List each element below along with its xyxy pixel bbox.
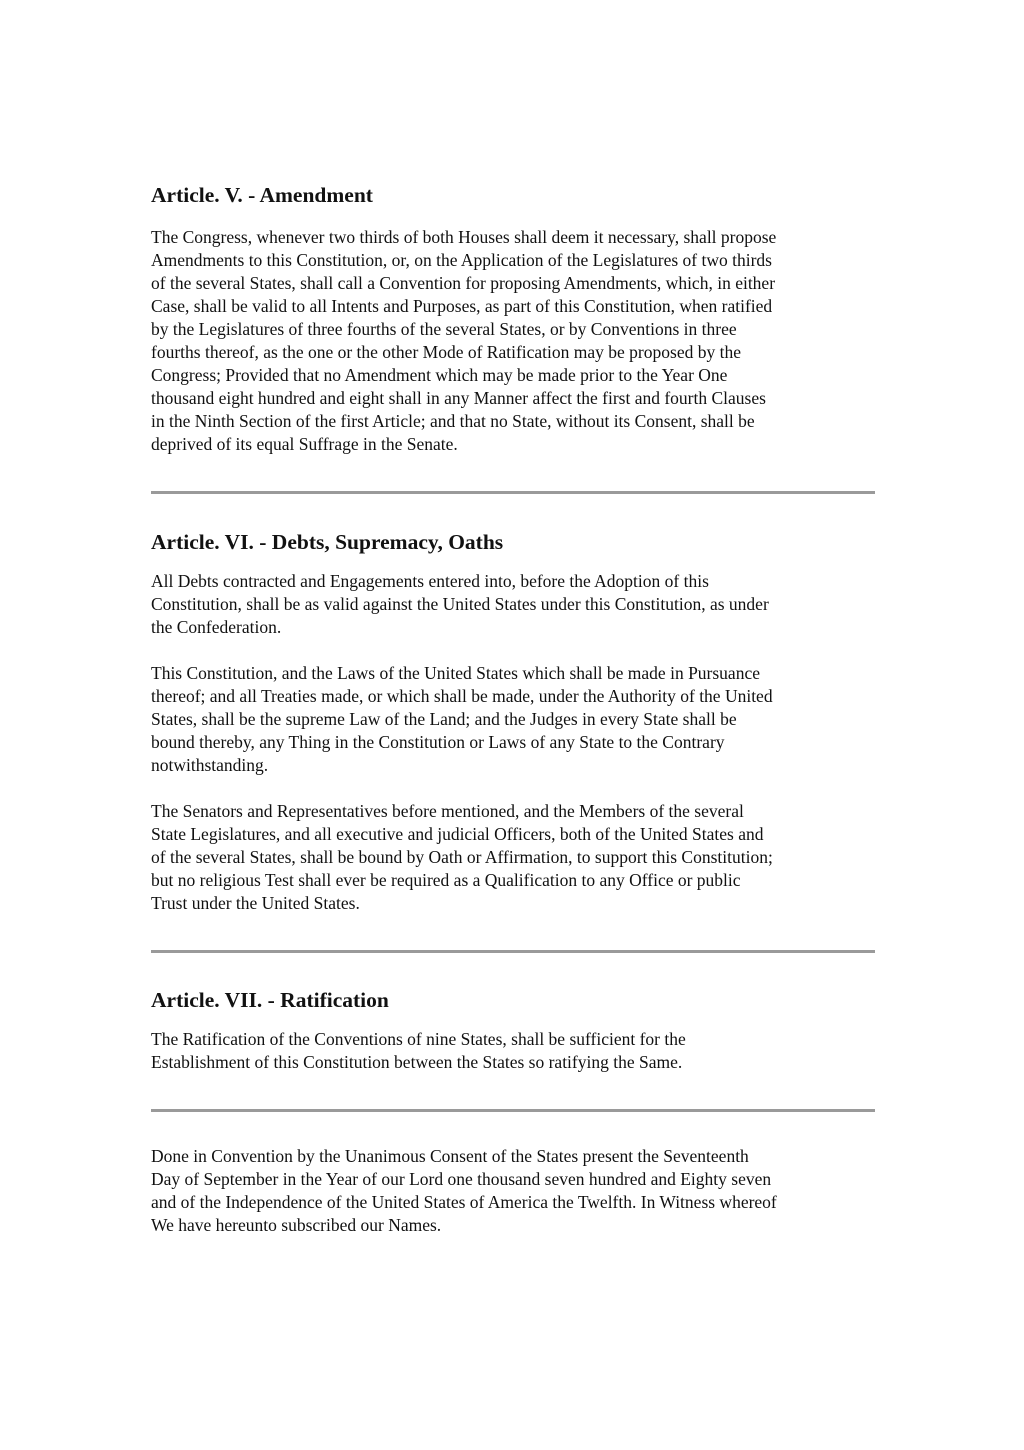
- article-7-paragraph: The Ratification of the Conventions of nine States, shall be sufficient for the Establishment of this Constitution between the States so ratifying the Same.: [151, 1029, 686, 1072]
- article-6-heading: Article. VI. - Debts, Supremacy, Oaths: [151, 530, 504, 554]
- article-6-paragraph-3: The Senators and Representatives before mentioned, and the Members of the several State Legislatures, and all executive and judicial Officers, both of the United States and of the several States, shall be bound by Oath or Affirmation, to support this Constitution; but no religious Test shall ever be required as a Qualification to any Office or public Trust under the United States.: [151, 801, 773, 913]
- article-6-paragraph-1: All Debts contracted and Engagements entered into, before the Adoption of this Constitution, shall be as valid against the United States under this Constitution, as under the Confederation.: [151, 571, 769, 637]
- article-5-paragraph: The Congress, whenever two thirds of both Houses shall deem it necessary, shall propose Amendments to this Constitution, or, on the Application of the Legislatures of two thirds of the several States, shall call a Convention for proposing Amendments, which, in either Case, shall be valid to all Intents and Purposes, as part of this Constitution, when ratified by the Legislatures of three fourths of the several States, or by Conventions in three fourths thereof, as the one or the other Mode of Ratification may be proposed by the Congress; Provided that no Amendment which may be made prior to the Year One thousand eight hundred and eight shall in any Manner affect the first and fourth Clauses in the Ninth Section of the first Article; and that no State, without its Consent, shall be deprived of its equal Suffrage in the Senate.: [151, 227, 777, 454]
- closing-paragraph: Done in Convention by the Unanimous Consent of the States present the Seventeenth Day of September in the Year of our Lord one thousand seven hundred and Eighty seven and of the Independence of the United States of America the Twelfth. In Witness whereof We have hereunto subscribed our Names.: [151, 1146, 777, 1235]
- article-6-paragraph-2: This Constitution, and the Laws of the United States which shall be made in Pursuance thereof; and all Treaties made, or which shall be made, under the Authority of the United States, shall be the supreme Law of the Land; and the Judges in every State shall be bound thereby, any Thing in the Constitution or Laws of any State to the Contrary notwithstanding.: [151, 663, 773, 775]
- article-7-heading: Article. VII. - Ratification: [151, 988, 389, 1012]
- document-page: [151, 180, 875, 1237]
- article-5-heading: Article. V. - Amendment: [151, 183, 373, 207]
